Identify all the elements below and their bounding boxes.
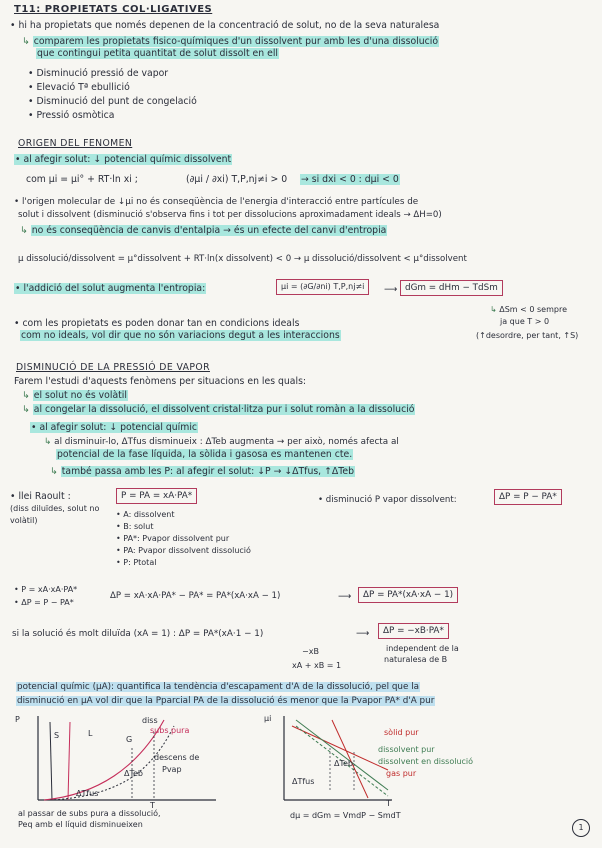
graph2-tfus: ΔTfus [292,777,315,786]
graph1-l: L [88,729,93,738]
origen-l8: • com les propietats es poden donar tan en condicions ideals [14,318,300,329]
indep-1: independent de la [386,644,459,653]
indep-2: naturalesa de B [384,655,448,664]
intro-line2: ↳ comparem les propietats fisico-químiques d'un dissolvent pur amb les d'una dissolució [22,36,439,47]
origen-l2c: → si dxi < 0 : dμi < 0 [301,174,399,185]
eq2: • ΔP = P − PA* [14,598,74,607]
eq1: • P = xA·xA·PA* [14,585,78,594]
graph1-tfus: ΔTfus [76,789,99,798]
graph1-g: G [126,735,133,744]
pressio-l1: Farem l'estudi d'aquests fenòmens per situacions en les quals: [14,376,307,387]
graph2-gas: gas pur [386,769,417,778]
pressio-l7: ↳ també passa amb les P: al afegir el solut: ↓P → ↓ΔTfus, ↑ΔTeb [50,466,354,477]
origen-l4: solut i dissolvent (disminució s'observa fins i tot per dissolucions aproximadament ideals → ΔH=0) [18,210,442,220]
page-number: 1 [572,819,590,837]
eq3: ΔP = xA·xA·PA* − PA* = PA*(xA·xA − 1) [110,591,281,601]
potencial-l2: disminució en μA vol dir que la Pparcial PA de la dissolució és menor que la Pvapor PA* d'A pur [17,696,435,706]
graph1-diss-line [68,722,70,800]
note-2: ja que T > 0 [500,317,550,326]
dilute-box: ΔP = −xB·PA* [378,623,449,639]
legend-a: • A: dissolvent [116,510,175,519]
graph1-cap2: Peq amb el líquid disminueixen [18,820,143,829]
page-title: T11: PROPIETATS COL·LIGATIVES [14,4,213,15]
arrow-to-box: ⟶ [384,284,398,295]
graph1-desc: descens de [154,753,200,762]
prop-2: • Elevació Tª ebullició [28,82,130,93]
legend-b: • B: solut [116,522,154,531]
legend-p: • P: Ptotal [116,558,157,567]
graph1-diss: diss [142,716,158,725]
graph1-s: S [54,731,60,740]
raoult-label: • llei Raoult : [10,491,71,502]
intro-line3: que contingui petita quantitat de solut dissolt en ell [37,48,278,59]
graph2-cap: dμ = dGm = VmdP − SmdT [290,811,401,820]
graph2-xlabel: T [386,799,391,808]
note-3: (↑desordre, per tant, ↑S) [476,331,579,340]
prop-3: • Disminució del punt de congelació [28,96,197,107]
pressio-l3: ↳ al congelar la dissolució, el dissolvent cristal·litza pur i solut romàn a la dissolució [22,404,415,415]
prop-1: • Disminució pressió de vapor [28,68,169,79]
pressio-l5: ↳ al disminuir-lo, ΔTfus disminueix : ΔTeb augmenta → per això, només afecta al [44,437,399,447]
legend-pa-star: • PA*: Pvapor dissolvent pur [116,534,230,543]
origen-l5: ↳ no és conseqüència de canvis d'entalpia → és un efecte del canvi d'entropia [20,225,387,236]
origen-l6: μ dissolució/dissolvent = μ°dissolvent + RT·ln(x dissolvent) < 0 → μ dissolució/dissolvent < μ°dissolvent [18,254,467,264]
graph1-cap1: al passar de subs pura a dissolució, [18,809,161,818]
graph1-teb: ΔTeb [124,769,143,778]
origen-l7: • l'addició del solut augmenta l'entropia: [15,283,206,294]
origen-l1: • al afegir solut: ↓ potencial químic dissolvent [15,154,232,165]
pressio-l4: • al afegir solut: ↓ potencial químic [31,422,198,433]
graph1-solid-line [50,722,52,800]
origen-l2a: com μi = μi° + RT·ln xi ; [26,174,138,185]
note-1: ↳ ΔSm < 0 sempre [490,305,568,314]
origen-l9: com no ideals, vol dir que no són variacions degut a les interaccions [21,330,340,341]
gibbs-box: dGm = dHm − TdSm [400,280,503,296]
graph1-pure: subs pura [150,726,190,735]
legend-pa: • PA: Pvapor dissolvent dissolució [116,546,251,555]
raoult-note: (diss diluïdes, solut no volàtil) [10,504,100,525]
graph2-ylabel: μi [264,714,272,723]
graph1-ylabel: P [15,715,20,724]
dism-label: • disminució P vapor dissolvent: [318,495,457,505]
fraction-sum: xA + xB = 1 [292,661,342,670]
graph1-xlabel: T [150,801,155,810]
eq3-box: ΔP = PA*(xA·xA − 1) [358,587,458,603]
minus-xb: −xB [302,647,319,656]
graph1-pure-curve [44,720,164,800]
pressio-heading: DISMINUCIÓ DE LA PRESSIÓ DE VAPOR [16,362,210,373]
graph1-pvap: Pvap [162,765,182,774]
eq3-arrow: ⟶ [338,591,352,602]
prop-4: • Pressió osmòtica [28,110,115,121]
pressio-l2: ↳ el solut no és volàtil [22,390,127,401]
potencial-l1: potencial químic (μA): quantifica la tendència d'escapament d'A de la dissolució, pel que la [17,682,420,692]
graph2-solid: sòlid pur [384,728,419,737]
origen-l3: • l'origen molecular de ↓μi no és conseqüència de l'energia d'interacció entre partícules de [14,197,419,207]
dism-box: ΔP = P − PA* [494,489,562,505]
pressio-l6: potencial de la fase líquida, la sòlida i gasosa es mantenen cte. [57,449,353,460]
graph2-ddis: dissolvent en dissolució [378,757,474,766]
graph2-teb: ΔTeb [334,759,353,768]
dilute-arrow: ⟶ [356,628,370,639]
chemical-potential-box: μi = (∂G/∂ni) T,P,nj≠i [276,279,369,295]
origen-heading: ORIGEN DEL FENOMEN [18,138,133,149]
origen-l2b: (∂μi / ∂xi) T,P,nj≠i > 0 [186,174,288,185]
intro-line1: • hi ha propietats que només depenen de la concentració de solut, no de la seva naturalesa [10,20,440,31]
graph2-dpur: dissolvent pur [378,745,435,754]
dilute-line: si la solució és molt diluïda (xA = 1) : ΔP = PA*(xA·1 − 1) [12,629,264,639]
raoult-box: P = PA = xA·PA* [116,488,197,504]
